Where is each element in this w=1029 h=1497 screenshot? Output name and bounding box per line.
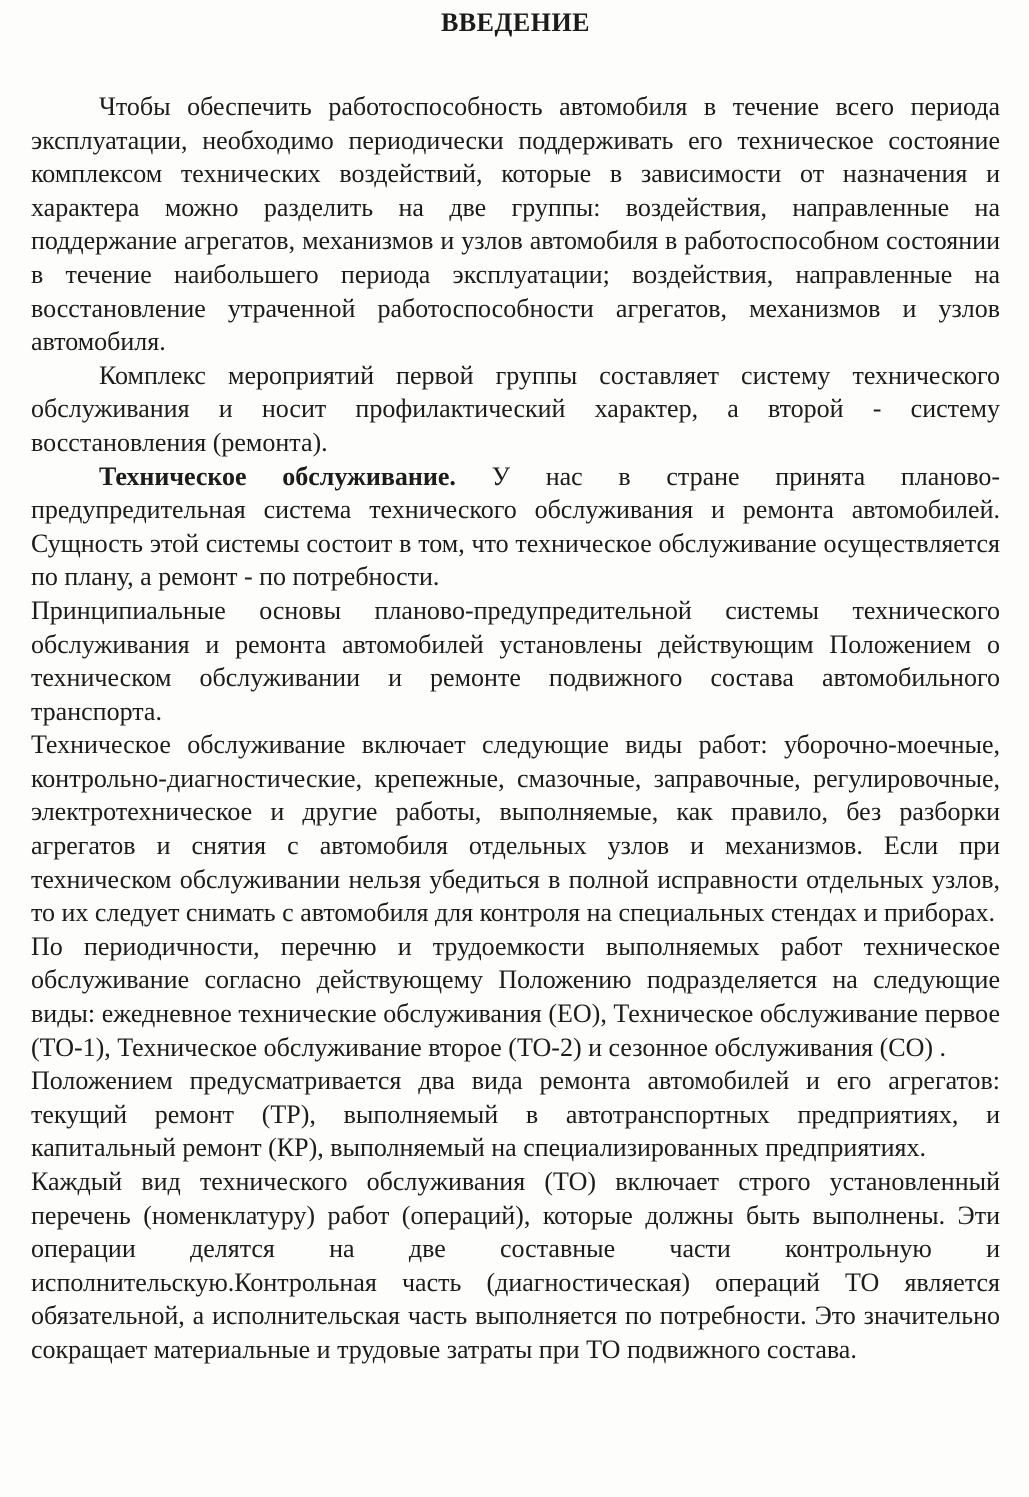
paragraph-3-body: У нас в стране принята планово-предупредительная система технического обслуживания и ремонта автомобилей. Сущность этой системы состоит в том, что техническое обслуживание осуществляется по плану, а ремонт - по потребности. — [31, 461, 1000, 592]
paragraph-4: Принципиальные основы планово-предупредительной системы технического обслуживания и ремонта автомобилей установлены действующим Положением о техническом обслуживании и ремонте подвижного состава автомобильного транспорта. — [31, 595, 1000, 726]
paragraph-8: Каждый вид технического обслуживания (ТО) включает строго установленный перечень (номенклатуру) работ (операций), которые должны быть выполнены. Эти операции делятся на две составные части контрольную и исполнительскую.Контрольная часть (диагностическая) операций ТО является обязательной, а исполнительская часть выполняется по потребности. Это значительно сокращает материальные и трудовые затраты при ТО подвижного состава. — [31, 1167, 1000, 1364]
paragraph-7: Положением предусматривается два вида ремонта автомобилей и его агрегатов: текущий ремонт (ТР), выполняемый в автотранспортных предприятиях, и капитальный ремонт (КР), выполняемый на специализированных предприятиях. — [31, 1066, 1000, 1163]
paragraph-1: Чтобы обеспечить работоспособность автомобиля в течение всего периода эксплуатации, необходимо периодически поддерживать его техническое состояние комплексом технических воздействий, которые в зависимости от назначения и характера можно разделить на две группы: воздействия, направленные на поддержание агрегатов, механизмов и узлов автомобиля в работоспособном состоянии в течение наибольшего периода эксплуатации; воздействия, направленные на восстановление утраченной работоспособности агрегатов, механизмов и узлов автомобиля. — [31, 92, 1000, 357]
paragraph-5: Техническое обслуживание включает следующие виды работ: уборочно-моечные, контрольно-диагностические, крепежные, смазочные, заправочные, регулировочные, электротехническое и другие работы, выполняемые, как правило, без разборки агрегатов и снятия с автомобиля отдельных узлов и механизмов. Если при техническом обслуживании нельзя убедиться в полной исправности отдельных узлов, то их следует снимать с автомобиля для контроля на специальных стендах и приборах. — [31, 730, 1000, 928]
paragraph-6: По периодичности, перечню и трудоемкости выполняемых работ техническое обслуживание согласно действующему Положению подразделяется на следующие виды: ежедневное технические обслуживания (ЕО), Техническое обслуживание первое (ТО-1), Техническое обслуживание второе (ТО-2) и сезонное обслуживания (СО) . — [31, 931, 1000, 1062]
paragraph-3-lead-heading: Техническое обслуживание. — [99, 461, 456, 491]
document-title: ВВЕДЕНИЕ — [440, 8, 591, 37]
paragraph-3 — [31, 460, 1000, 594]
paragraph-2: Комплекс мероприятий первой группы составляет систему технического обслуживания и носит профилактический характер, а второй - систему восстановления (ремонта). — [31, 360, 1000, 457]
